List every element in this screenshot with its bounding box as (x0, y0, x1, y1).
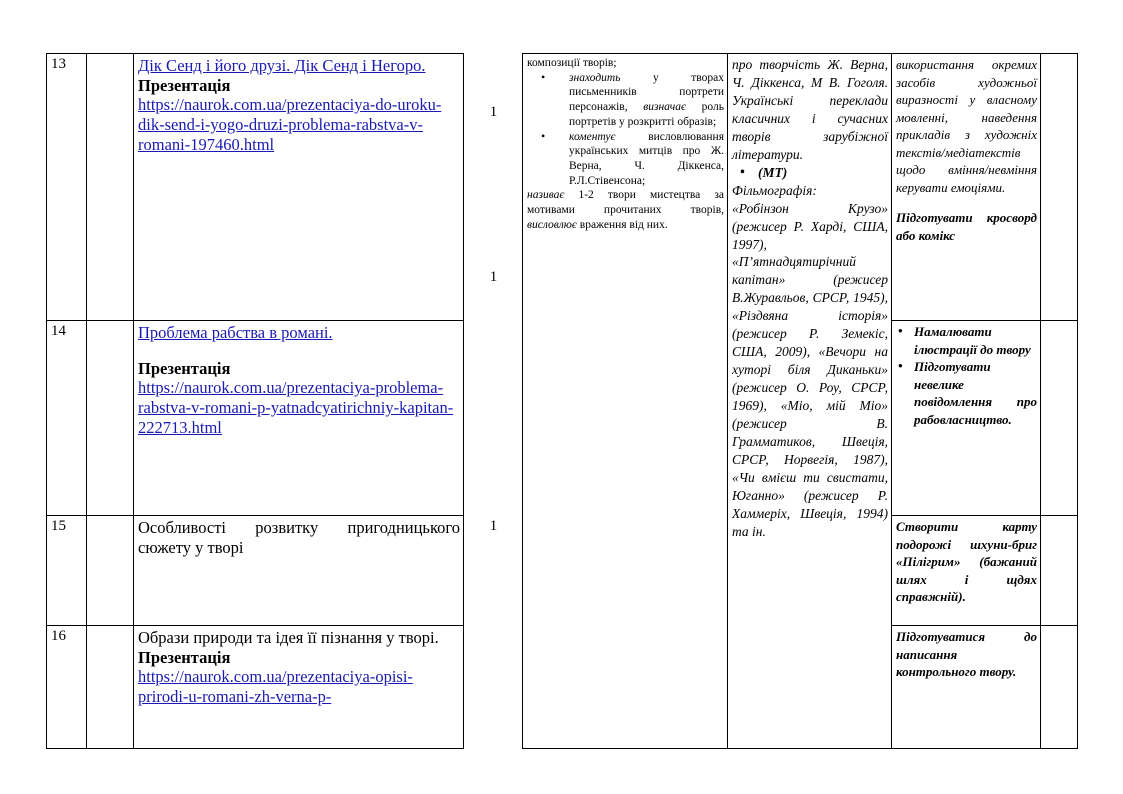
row-number-cell (47, 626, 87, 749)
task-cell (892, 54, 1041, 321)
row-hours-cell (464, 516, 523, 626)
filmography-bullet-label: • (МТ) (732, 164, 888, 182)
topic-title[interactable]: Проблема рабства в романі. (138, 323, 333, 342)
topic-title[interactable]: Дік Сенд і його друзі. Дік Сенд і Негоро. (138, 56, 426, 75)
lesson-plan-table (46, 53, 1078, 749)
task-cell (892, 516, 1041, 626)
topic-url[interactable]: https://naurok.com.ua/prezentaciya-problema-rabstva-v-romani-p-yatnadcyatirichniy-kapitan-222713.html (138, 378, 454, 437)
row-number: 13 (51, 56, 66, 72)
topic-label: Презентація (138, 647, 231, 667)
row-date-cell (87, 516, 134, 626)
topic-url[interactable]: https://naurok.com.ua/prezentaciya-opisi-prirodi-u-romani-zh-verna-p- (138, 667, 413, 706)
row-number: 14 (51, 323, 66, 339)
topic-title: Особливості розвитку пригодницького сюжету у творі (138, 518, 460, 557)
task-text: Підготуватися до написання контрольного твору. (896, 629, 1037, 680)
row-hours-cell (464, 626, 523, 749)
task-bullet: • Намалювати ілюстрації до твору (896, 323, 1037, 358)
row-topic-cell (134, 626, 464, 749)
note-cell (1041, 516, 1078, 626)
row-hours-cell (464, 321, 523, 516)
task-cell (892, 626, 1041, 749)
task-homework: Підготувати кросворд або комікс (896, 210, 1037, 243)
task-bullet: • Підготувати невелике повідомлення про рабовласництво. (896, 358, 1037, 428)
note-cell (1041, 321, 1078, 516)
topic-title: Образи природи та ідея її пізнання у творі. (138, 628, 439, 647)
filmography-cell (728, 54, 892, 749)
list-item: • знаходить у творах письменників портрети персонажів, визначає роль портретів у розкритті образів; (541, 71, 724, 130)
task-paragraph: використання окремих засобів художньої виразності у власному мовленні, наведення прикладів з художніх текстів/медіатекстів щодо вміння/невміння керувати емоціями. (896, 57, 1037, 195)
note-cell (1041, 626, 1078, 749)
row-number-cell (47, 321, 87, 516)
requirements-list (527, 71, 724, 189)
row-date-cell (87, 626, 134, 749)
topic-label: Презентація (138, 358, 231, 378)
note-cell (1041, 54, 1078, 321)
row-number: 16 (51, 628, 66, 644)
row-topic-cell (134, 516, 464, 626)
task-spacer (896, 196, 1037, 209)
filmography-body: «Робінзон Крузо» (режисер Р. Харді, США, 1997), «П’ятнадцятирічний капітан» (режисер В.Журавльов, СРСР, 1945), «Різдвяна історія» (режисер Р. Земекіс, США, 2009), «Вечори на хуторі біля Диканьки» (режисер О. Роу, СРСР, 1969), «Міо, мій Міо» (режисер В. Грамматиков, Швеція, СРСР, Норвегія, 1987), «Чи вмієш ти свистати, Юганно» (режисер Р. Хаммеріх, Швеція, 1994) та ін. (732, 200, 888, 539)
row-hours-cell (464, 54, 523, 321)
table-row (47, 54, 1078, 321)
row-date-cell (87, 54, 134, 321)
task-text: Створити карту подорожі шхуни-бриг «Пілігрим» (бажаний шлях і щдях справжній). (896, 519, 1037, 605)
topic-spacer (138, 343, 460, 359)
requirements-cell (523, 54, 728, 749)
row-date-cell (87, 321, 134, 516)
row-hours: 1 (489, 103, 498, 120)
filmography-heading: Фільмографія: (732, 182, 817, 198)
row-number-cell (47, 54, 87, 321)
row-topic-cell (134, 54, 464, 321)
filmography-intro: про творчість Ж. Верна, Ч. Діккенса, М В. Гоголя. Українські переклади класичних і сучасних творів зарубіжної літератури. (732, 57, 888, 162)
list-item: • коментує висловлювання українських митців про Ж. Верна, Ч. Діккенса, Р.Л.Стівенсона; (541, 130, 724, 189)
row-number: 15 (51, 518, 66, 534)
topic-label: Презентація (138, 75, 231, 95)
requirements-lead: композиції творів; (527, 57, 617, 69)
topic-url[interactable]: https://naurok.com.ua/prezentaciya-do-uroku-dik-send-i-yogo-druzi-problema-rabstva-v-romani-197460.html (138, 95, 442, 154)
row-topic-cell (134, 321, 464, 516)
row-hours: 1 (489, 517, 498, 534)
requirements-tail: називає 1-2 твори мистецтва за мотивами прочитаних творів, висловлює враження від них. (527, 189, 724, 231)
row-number-cell (47, 516, 87, 626)
task-cell (892, 321, 1041, 516)
row-hours-second: 1 (489, 268, 498, 285)
